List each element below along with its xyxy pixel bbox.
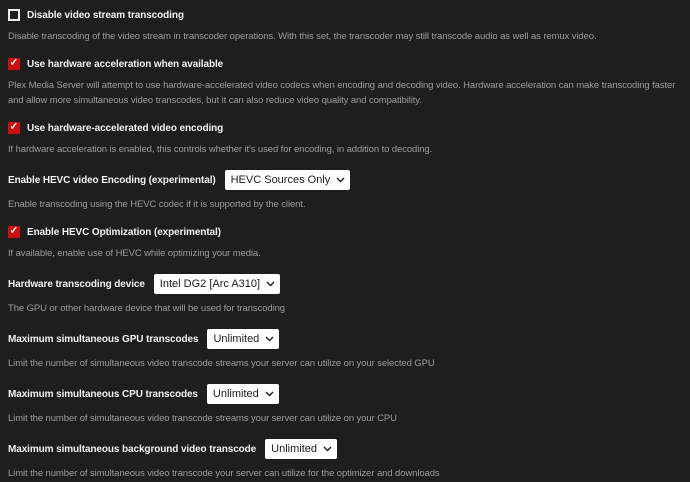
setting-description: Enable transcoding using the HEVC codec if it is supported by the client. <box>8 199 306 210</box>
setting-label: Maximum simultaneous background video transcode <box>8 443 257 455</box>
chevron-down-icon <box>265 391 274 397</box>
select-row <box>8 274 682 294</box>
setting-label: Maximum simultaneous GPU transcodes <box>8 333 199 345</box>
select-row <box>8 439 682 459</box>
setting-use-hardware-accelerated-video-encoding <box>8 121 682 157</box>
checkbox[interactable] <box>8 122 20 134</box>
setting-label: Use hardware-accelerated video encoding <box>27 122 224 134</box>
select-row <box>8 384 682 404</box>
select-dropdown[interactable] <box>154 274 280 294</box>
checkmark-icon: ✓ <box>9 225 19 237</box>
select-row <box>8 170 682 190</box>
setting-description: Disable transcoding of the video stream in transcoder operations. With this set, the transcoder may still transcode audio as well as remux video. <box>8 31 597 42</box>
setting-maximum-simultaneous-background-video-transcode <box>8 439 682 481</box>
setting-description: Plex Media Server will attempt to use hardware-accelerated video codecs when encoding and decoding video. Hardware acceleration can make transcoding faster and allow more simultaneous video transcodes, but it can also reduce video quality and compatibility. <box>8 80 676 106</box>
setting-label: Hardware transcoding device <box>8 278 145 290</box>
setting-label: Maximum simultaneous CPU transcodes <box>8 388 198 400</box>
checkmark-icon: ✓ <box>9 57 19 69</box>
checkbox-row <box>8 57 682 71</box>
setting-enable-hevc-video-encoding-experimental <box>8 170 682 212</box>
setting-description: The GPU or other hardware device that will be used for transcoding <box>8 303 285 314</box>
setting-hardware-transcoding-device <box>8 274 682 316</box>
select-value: Unlimited <box>271 443 317 455</box>
settings-list <box>8 8 682 481</box>
select-dropdown[interactable] <box>225 170 351 190</box>
checkbox[interactable] <box>8 58 20 70</box>
select-value: Intel DG2 [Arc A310] <box>159 278 261 290</box>
chevron-down-icon <box>323 446 332 452</box>
setting-description: Limit the number of simultaneous video transcode your server can utilize for the optimizer and downloads <box>8 468 440 479</box>
checkbox-row <box>8 8 682 22</box>
checkmark-icon: ✓ <box>9 121 19 133</box>
setting-label: Enable HEVC video Encoding (experimental) <box>8 174 216 186</box>
setting-label: Use hardware acceleration when available <box>27 58 224 70</box>
setting-maximum-simultaneous-gpu-transcodes <box>8 329 682 371</box>
setting-maximum-simultaneous-cpu-transcodes <box>8 384 682 426</box>
setting-label: Enable HEVC Optimization (experimental) <box>27 226 221 238</box>
checkbox-row <box>8 225 682 239</box>
setting-disable-video-stream-transcoding <box>8 8 682 44</box>
chevron-down-icon <box>336 177 345 183</box>
checkbox-row <box>8 121 682 135</box>
select-dropdown[interactable] <box>207 329 279 349</box>
select-dropdown[interactable] <box>207 384 279 404</box>
select-value: HEVC Sources Only <box>230 174 331 186</box>
select-dropdown[interactable] <box>265 439 337 459</box>
chevron-down-icon <box>265 336 274 342</box>
select-value: Unlimited <box>213 333 260 345</box>
setting-enable-hevc-optimization-experimental <box>8 225 682 261</box>
setting-description: Limit the number of simultaneous video transcode streams your server can utilize on your selected GPU <box>8 358 435 369</box>
setting-description: If available, enable use of HEVC while optimizing your media. <box>8 248 261 259</box>
checkbox[interactable] <box>8 9 20 21</box>
select-value: Unlimited <box>212 388 259 400</box>
checkbox[interactable] <box>8 226 20 238</box>
setting-use-hardware-acceleration-when-available <box>8 57 682 108</box>
setting-description: Limit the number of simultaneous video transcode streams your server can utilize on your CPU <box>8 413 397 424</box>
setting-label: Disable video stream transcoding <box>27 9 184 21</box>
select-row <box>8 329 682 349</box>
setting-description: If hardware acceleration is enabled, this controls whether it's used for encoding, in addition to decoding. <box>8 144 433 155</box>
chevron-down-icon <box>266 281 275 287</box>
